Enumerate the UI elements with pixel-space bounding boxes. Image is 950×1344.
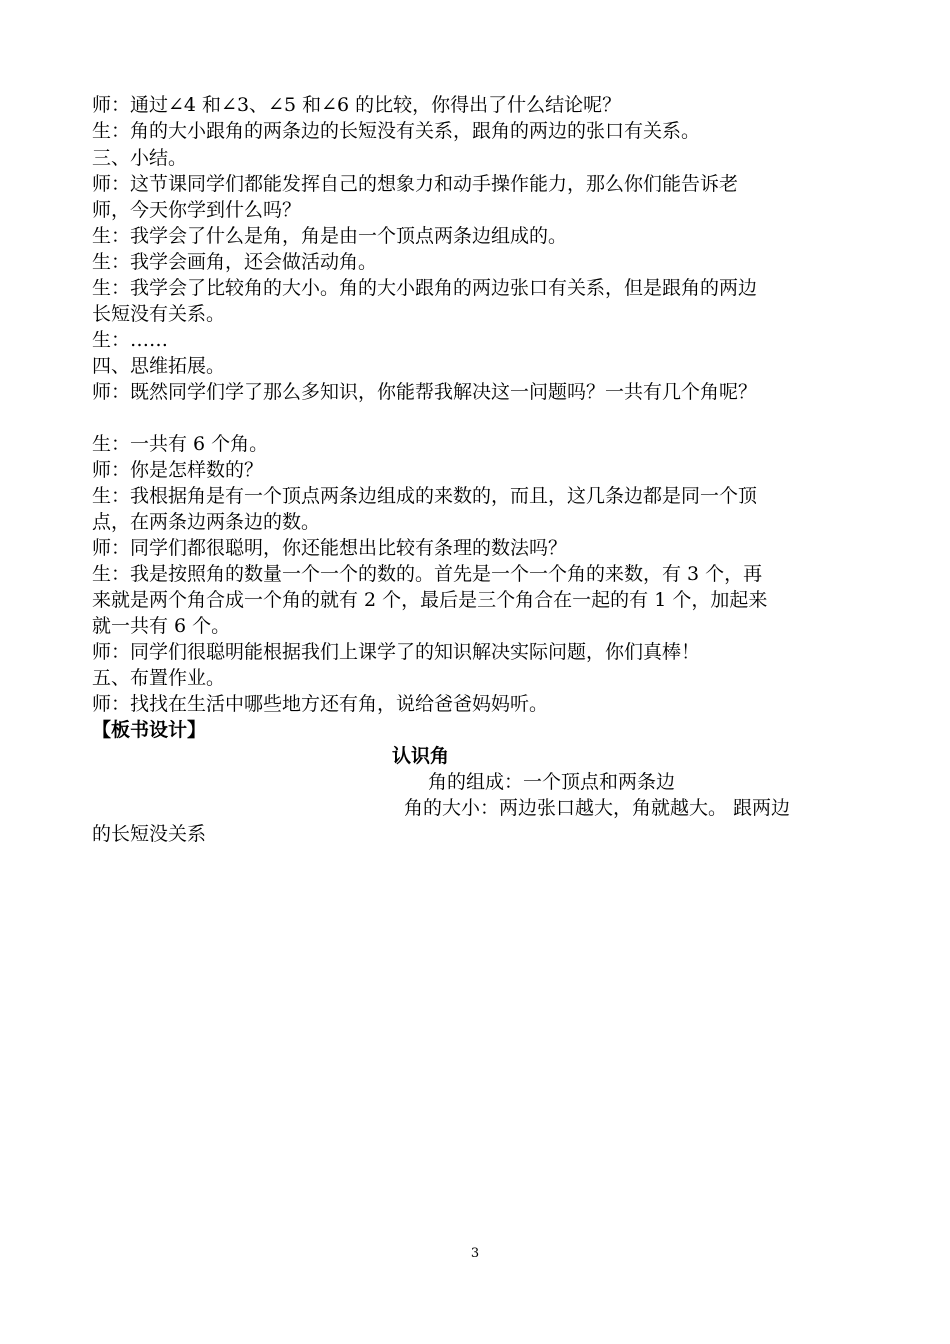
paragraph-line: 生：我学会画角，还会做活动角。	[92, 251, 378, 273]
section-heading: 五、布置作业。	[92, 667, 226, 689]
paragraph-line: 师：同学们都很聪明，你还能想出比较有条理的数法吗？	[92, 537, 568, 559]
paragraph-line: 师：这节课同学们都能发挥自己的想象力和动手操作能力，那么你们能告诉老	[92, 173, 739, 195]
paragraph-line: 师：既然同学们学了那么多知识，你能帮我解决这一问题吗？一共有几个角呢？	[92, 381, 758, 403]
section-heading: 四、思维拓展。	[92, 355, 226, 377]
paragraph-line: 长短没有关系。	[92, 303, 226, 325]
paragraph-line: 点，在两条边两条边的数。	[92, 511, 321, 533]
paragraph-line: 师：找找在生活中哪些地方还有角，说给爸爸妈妈听。	[92, 693, 549, 715]
paragraph-line: 师：同学们很聪明能根据我们上课学了的知识解决实际问题，你们真棒！	[92, 641, 701, 663]
paragraph-line: 师，今天你学到什么吗？	[92, 199, 302, 221]
paragraph-line: 生：……	[92, 329, 169, 351]
paragraph-line: 生：角的大小跟角的两条边的长短没有关系，跟角的两边的张口有关系。	[92, 120, 701, 142]
section-heading: 三、小结。	[92, 147, 188, 169]
paragraph-line: 生：我学会了比较角的大小。角的大小跟角的两边张口有关系，但是跟角的两边	[92, 277, 758, 299]
paragraph-line: 师：你是怎样数的？	[92, 459, 264, 481]
board-line-size: 角的大小：两边张口越大，角就越大。 跟两边	[404, 797, 791, 819]
paragraph-line: 生：一共有 6 个角。	[92, 433, 269, 455]
paragraph-line: 生：我学会了什么是角，角是由一个顶点两条边组成的。	[92, 225, 568, 247]
paragraph-line: 来就是两个角合成一个角的就有 2 个，最后是三个角合在一起的有 1 个，加起来	[92, 589, 768, 611]
board-title: 认识角	[392, 745, 450, 767]
paragraph-line: 生：我根据角是有一个顶点两条边组成的来数的，而且，这几条边都是同一个顶	[92, 485, 758, 507]
board-line-size-continued: 的长短没关系	[92, 823, 207, 845]
paragraph-line: 就一共有 6 个。	[92, 615, 231, 637]
page-number: 3	[470, 1246, 480, 1261]
board-design-heading: 【板书设计】	[92, 719, 207, 741]
paragraph-line: 师：通过∠4 和∠3、∠5 和∠6 的比较，你得出了什么结论呢？	[92, 94, 622, 116]
board-line-composition: 角的组成：一个顶点和两条边	[428, 771, 676, 793]
paragraph-line: 生：我是按照角的数量一个一个的数的。首先是一个一个角的来数，有 3 个，再	[92, 563, 763, 585]
